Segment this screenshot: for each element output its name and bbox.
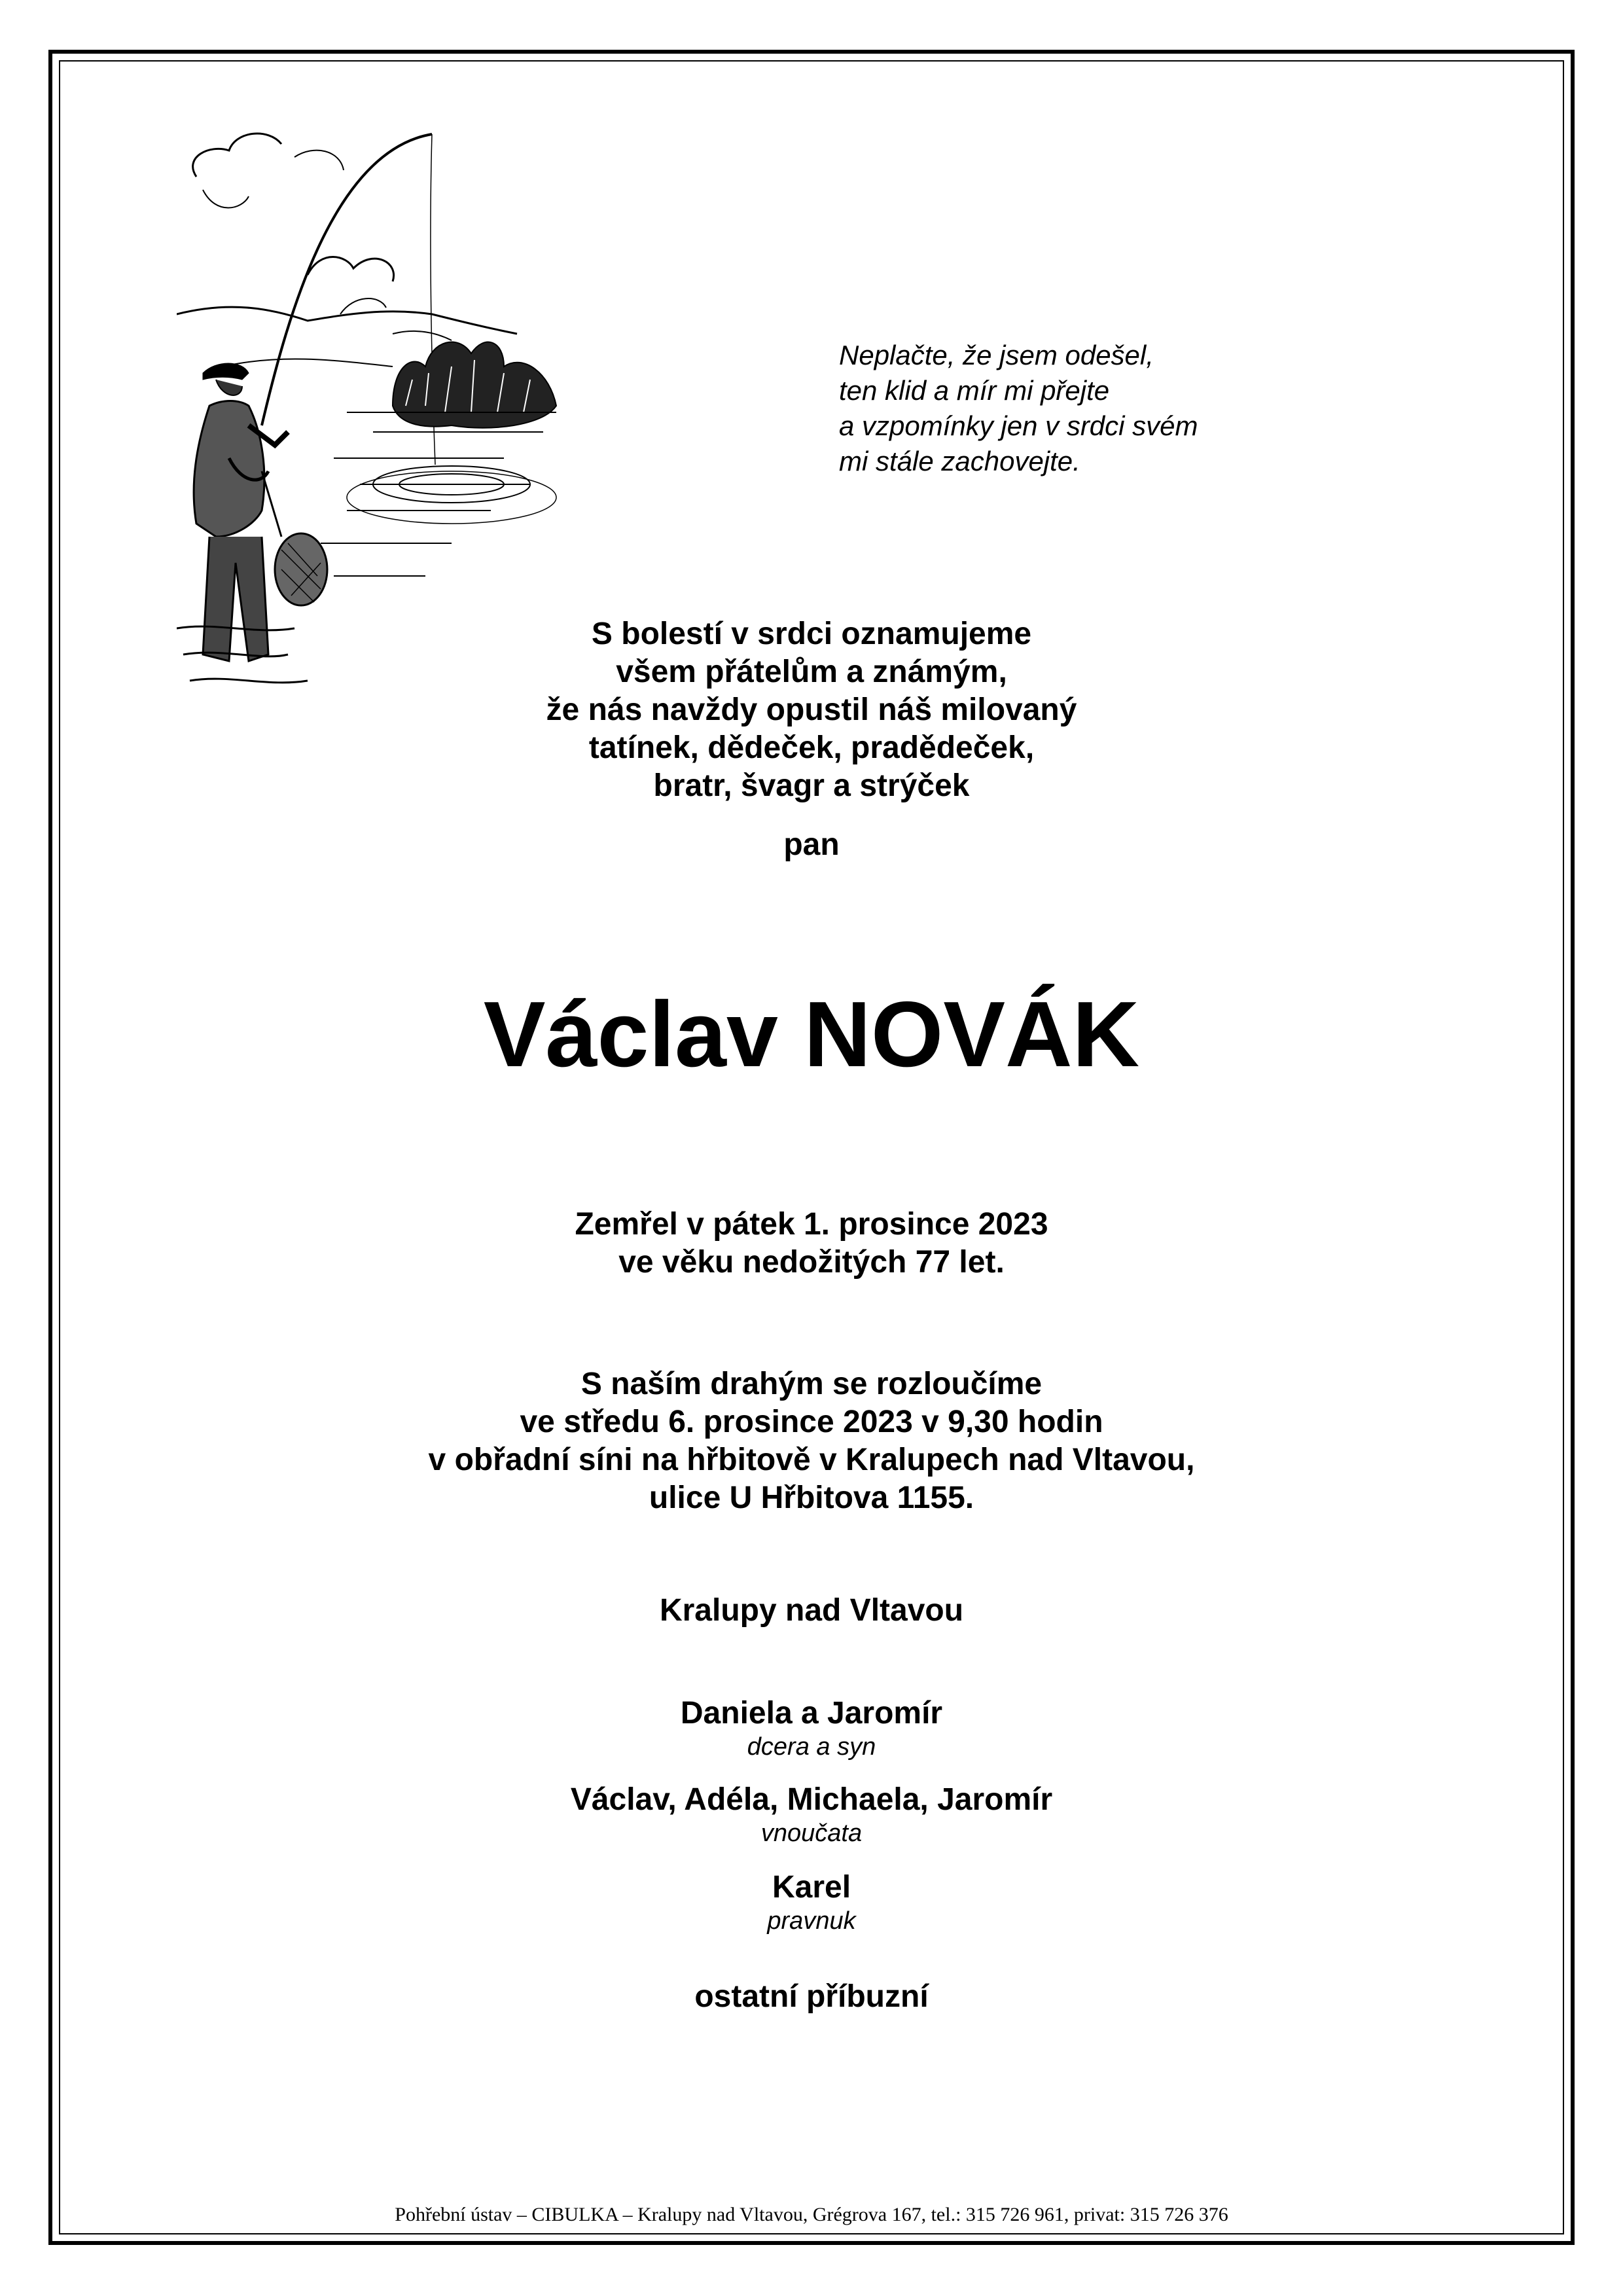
announcement-line: že nás navždy opustil náš milovaný (546, 692, 1077, 727)
mourner-relation: pravnuk (767, 1907, 856, 1935)
mourner-names: Daniela a Jaromír (680, 1696, 943, 1731)
announcement-line: S bolestí v srdci oznamujeme (591, 617, 1032, 651)
fisherman-illustration (177, 118, 582, 694)
title-prefix: pan (783, 827, 840, 862)
poem-line: mi stále zachovejte. (839, 446, 1080, 476)
poem-line: a vzpomínky jen v srdci svém (839, 410, 1198, 441)
announcement-line: tatínek, dědeček, pradědeček, (588, 730, 1035, 765)
mourner-relation: dcera a syn (747, 1733, 876, 1761)
funeral-home-footer: Pohřební ústav – CIBULKA – Kralupy nad Vltavou, Grégrova 167, tel.: 315 726 961, privat: 315 726 376 (395, 2204, 1228, 2225)
death-line: ve věku nedožitých 77 let. (618, 1245, 1005, 1280)
mourner-names: Václav, Adéla, Michaela, Jaromír (570, 1782, 1053, 1817)
funeral-line: ulice U Hřbitova 1155. (649, 1480, 974, 1515)
poem-line: Neplačte, že jsem odešel, (839, 340, 1154, 370)
mourner-group (0, 1695, 1623, 1762)
funeral-line: S naším drahým se rozloučíme (580, 1367, 1043, 1401)
memorial-poem (839, 338, 1363, 479)
mourner-relation: vnoučata (760, 1820, 863, 1847)
announcement-line: všem přátelům a známým, (616, 655, 1007, 689)
poem-line: ten klid a mír mi přejte (839, 375, 1110, 406)
death-line: Zemřel v pátek 1. prosince 2023 (575, 1207, 1048, 1242)
funeral-line: ve středu 6. prosince 2023 v 9,30 hodin (520, 1405, 1103, 1439)
deceased-name: Václav NOVÁK (483, 982, 1140, 1086)
other-relatives: ostatní příbuzní (694, 1979, 929, 2014)
announcement (0, 615, 1623, 805)
funeral-line: v obřadní síni na hřbitově v Kralupech nad Vltavou, (428, 1443, 1195, 1477)
funeral-info (0, 1365, 1623, 1517)
town: Kralupy nad Vltavou (659, 1593, 964, 1628)
mourner-names: Karel (772, 1870, 851, 1905)
announcement-line: bratr, švagr a strýček (653, 768, 970, 803)
mourner-group (0, 1869, 1623, 1936)
death-info (0, 1206, 1623, 1282)
mourner-group (0, 1782, 1623, 1848)
